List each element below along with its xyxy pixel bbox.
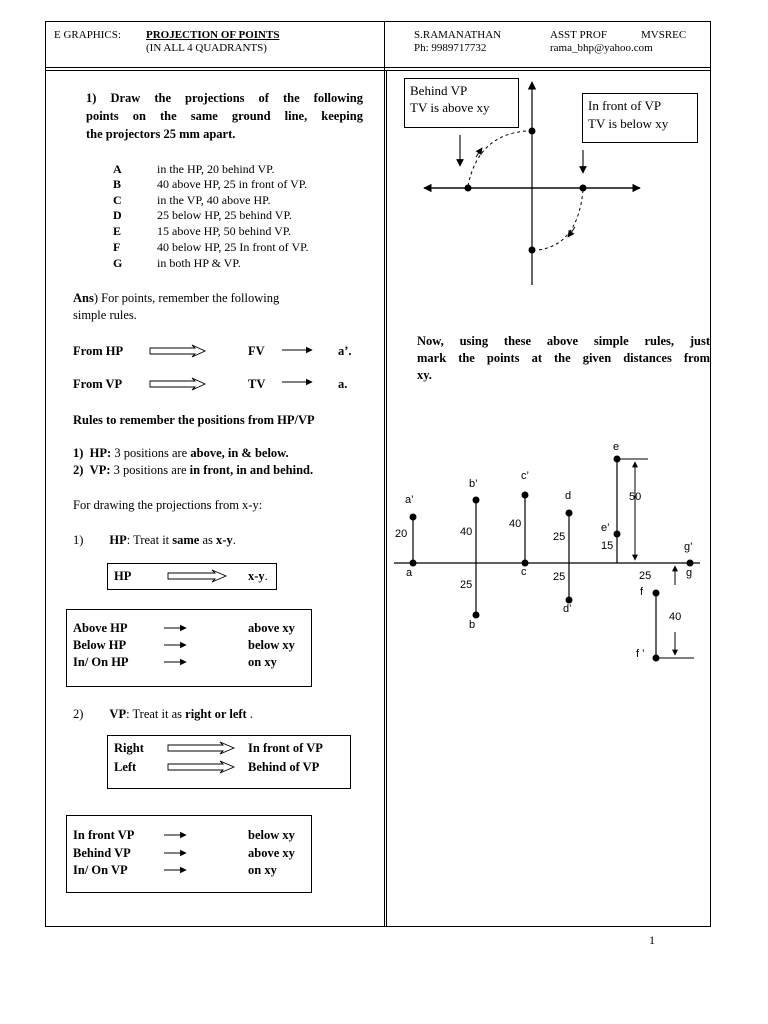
- point-desc: 40 below HP, 25 In front of VP.: [157, 240, 309, 254]
- hp-xy: x-y: [216, 533, 233, 547]
- page-number: 1: [649, 933, 655, 947]
- hp-table-left: Above HP: [73, 621, 128, 635]
- dim-d-25-lower: 25: [553, 571, 566, 583]
- dot-a: [410, 560, 417, 567]
- label-f-prime: f ’: [636, 648, 645, 660]
- header-subtitle: (IN ALL 4 QUADRANTS): [146, 42, 267, 54]
- vp-table-right: above xy: [248, 846, 295, 860]
- label-f: f: [640, 586, 644, 598]
- vp-text: : Treat it as: [126, 707, 186, 721]
- dot-a-prime: [410, 514, 417, 521]
- dim-e-50: 50: [629, 491, 642, 503]
- vp-table-left: Behind VP: [73, 846, 131, 860]
- in-front-vp-l1: In front of VP: [588, 98, 662, 113]
- hp-box-dot: .: [264, 569, 268, 583]
- dot-g: [687, 560, 694, 567]
- note-line-1: Now, using these above simple rules, just: [417, 334, 710, 348]
- header-author: S.RAMANATHAN: [414, 29, 502, 41]
- answer-label: Ans: [73, 291, 94, 305]
- hp-dot: .: [232, 533, 236, 547]
- point-label: C: [113, 193, 122, 207]
- vp-dot: .: [246, 707, 253, 721]
- vp-bold: right or left: [185, 707, 247, 721]
- vp-key: VP: [109, 707, 127, 721]
- rule-text: 3 positions are: [110, 463, 190, 477]
- vp-box-left: Left: [114, 760, 137, 774]
- behind-vp-l2: TV is above xy: [410, 100, 490, 115]
- hp-num: 1): [73, 533, 84, 547]
- rule-num: 1): [73, 446, 84, 460]
- vp-box-right: Behind of VP: [248, 760, 320, 774]
- from-hp-label: From HP: [73, 344, 124, 358]
- hp-key: HP: [109, 533, 127, 547]
- point-label: B: [113, 177, 122, 191]
- note-line-3: xy.: [417, 368, 432, 382]
- hp-table-left: Below HP: [73, 638, 127, 652]
- hp-table-right: above xy: [248, 621, 295, 635]
- point-desc: 15 above HP, 50 behind VP.: [157, 224, 292, 238]
- header-subject: E GRAPHICS:: [54, 29, 121, 41]
- vp-box-right: In front of VP: [248, 741, 323, 755]
- label-d: d: [565, 490, 572, 502]
- dim-d-25-upper: 25: [553, 531, 566, 543]
- question-line-2: points on the same ground line, keeping: [86, 109, 363, 123]
- hp-table-right: below xy: [248, 638, 295, 652]
- in-front-vp-l2: TV is below xy: [588, 116, 669, 131]
- header-college: MVSREC: [641, 29, 687, 41]
- dim-c-40: 40: [509, 518, 522, 530]
- hp-box-left: HP: [114, 569, 132, 583]
- rule-bold: above, in & below.: [190, 446, 289, 460]
- label-a-prime: a’: [405, 494, 414, 506]
- label-e-prime: e’: [601, 522, 610, 534]
- rules-heading: Rules to remember the positions from HP/VP: [73, 413, 315, 427]
- dim-b-40: 40: [460, 526, 473, 538]
- point-label: G: [113, 256, 123, 270]
- label-a: a: [406, 567, 413, 579]
- hp-text1: : Treat it: [126, 533, 173, 547]
- label-e: e: [613, 441, 620, 453]
- point-desc: in both HP & VP.: [157, 256, 241, 270]
- rule-key: HP:: [89, 446, 112, 460]
- dot-b: [473, 612, 480, 619]
- point-label: A: [113, 162, 122, 176]
- point-desc: 25 below HP, 25 behind VP.: [157, 208, 292, 222]
- dot-c-prime: [522, 492, 529, 499]
- label-b: b: [469, 619, 476, 631]
- point-label: F: [113, 240, 121, 254]
- dot-f: [653, 590, 660, 597]
- hp-same: same: [172, 533, 200, 547]
- drawing-intro: For drawing the projections from x-y:: [73, 498, 263, 512]
- label-d-prime: d’: [563, 603, 572, 615]
- vp-table-right: on xy: [248, 863, 277, 877]
- dim-e-15: 15: [601, 540, 614, 552]
- point-desc: 40 above HP, 25 in front of VP.: [157, 177, 308, 191]
- hp-table-left: In/ On HP: [73, 655, 129, 669]
- hp-text2: as: [199, 533, 217, 547]
- note-line-2: mark the points at the given distances from: [417, 351, 710, 365]
- dim-f-40: 40: [669, 611, 682, 623]
- rule-bold: in front, in and behind.: [189, 463, 314, 477]
- answer-text: ) For points, remember the following: [93, 291, 280, 305]
- a-prime-label: a’.: [338, 344, 352, 358]
- rule-text: 3 positions are: [111, 446, 191, 460]
- answer-line-2: simple rules.: [73, 308, 137, 322]
- vp-num: 2): [73, 707, 84, 721]
- vp-table-left: In/ On VP: [73, 863, 128, 877]
- fv-label: FV: [248, 344, 265, 358]
- point-label: E: [113, 224, 122, 238]
- dim-b-25: 25: [460, 579, 473, 591]
- tv-label: TV: [248, 377, 266, 391]
- behind-vp-l1: Behind VP: [410, 83, 468, 98]
- vp-table-right: below xy: [248, 828, 295, 842]
- rule-key: VP:: [89, 463, 111, 477]
- dot-e-prime: [614, 531, 621, 538]
- header-phone: Ph: 9989717732: [414, 42, 487, 54]
- rule-num: 2): [73, 463, 84, 477]
- point-label: D: [113, 208, 122, 222]
- header-designation: ASST PROF: [550, 29, 607, 41]
- label-g-prime: g’: [684, 541, 693, 553]
- dim-f-25: 25: [639, 570, 652, 582]
- question-line-3: the projectors 25 mm apart.: [86, 127, 236, 141]
- label-b-prime: b’: [469, 478, 478, 490]
- header-title: PROJECTION OF POINTS: [146, 29, 280, 41]
- a-label: a.: [338, 377, 348, 391]
- header-email: rama_bhp@yahoo.com: [550, 42, 653, 54]
- hp-box-xy: x-y: [248, 569, 265, 583]
- label-g: g: [686, 567, 693, 579]
- dot-b-prime: [473, 497, 480, 504]
- point-desc: in the VP, 40 above HP.: [157, 193, 271, 207]
- from-vp-label: From VP: [73, 377, 123, 391]
- dim-a-20: 20: [395, 528, 408, 540]
- point-desc: in the HP, 20 behind VP.: [157, 162, 275, 176]
- dot-d: [566, 510, 573, 517]
- vp-box-left: Right: [114, 741, 144, 755]
- question-line-1: 1) Draw the projections of the following: [86, 91, 363, 105]
- vp-table-left: In front VP: [73, 828, 135, 842]
- label-c-prime: c’: [521, 470, 529, 482]
- label-c: c: [521, 566, 527, 578]
- hp-table-right: on xy: [248, 655, 277, 669]
